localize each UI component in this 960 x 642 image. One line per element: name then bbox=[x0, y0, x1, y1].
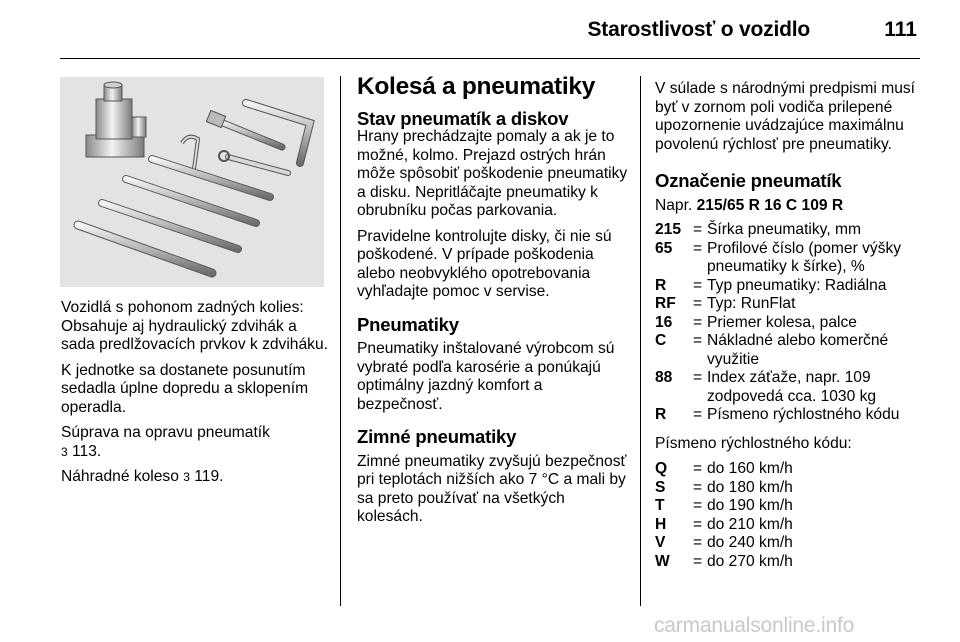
hook-tool-icon bbox=[182, 137, 198, 169]
page-number: 111 bbox=[884, 18, 917, 41]
speed-code-row bbox=[655, 534, 930, 553]
definition-equals: = bbox=[693, 295, 703, 312]
tool-kit-icon bbox=[60, 77, 324, 287]
page-reference-icon: 3 bbox=[183, 470, 190, 484]
subsection-heading: Zimné pneumatiky bbox=[357, 426, 517, 447]
page-reference-link[interactable]: 113. bbox=[72, 442, 102, 460]
definition-key: 215 bbox=[655, 221, 682, 238]
definition-value: do 180 km/h bbox=[707, 478, 793, 496]
speed-code-row bbox=[655, 497, 930, 516]
repair-kit-reference bbox=[61, 424, 329, 461]
tire-code-definitions bbox=[655, 221, 930, 425]
speed-code-list bbox=[655, 460, 930, 571]
definition-key: T bbox=[655, 497, 665, 514]
definition-value: Písmeno rýchlostného kódu bbox=[707, 406, 900, 423]
definition-key: W bbox=[655, 552, 670, 570]
definition-key: C bbox=[655, 332, 667, 349]
tire-code-example bbox=[655, 197, 930, 216]
definition-row bbox=[655, 406, 930, 425]
definition-key: V bbox=[655, 534, 666, 551]
definition-equals: = bbox=[693, 239, 703, 257]
definition-row bbox=[655, 277, 930, 296]
definition-equals: = bbox=[693, 332, 703, 349]
definition-row bbox=[655, 221, 930, 240]
definition-value: do 190 km/h bbox=[707, 497, 793, 514]
definition-equals: = bbox=[693, 552, 703, 570]
definition-equals: = bbox=[693, 276, 703, 294]
subsection-heading: Stav pneumatík a diskov bbox=[357, 107, 569, 129]
definition-value: do 270 km/h bbox=[707, 552, 793, 570]
paragraph: Pneumatiky inštalované výrobcom sú vybraté podľa karosérie a ponúkajú optimálny jazdný komfort a bezpečnosť. bbox=[357, 340, 615, 413]
spare-wheel-reference bbox=[61, 468, 329, 487]
definition-value: Šírka pneumatiky, mm bbox=[707, 221, 861, 238]
speed-code-row bbox=[655, 479, 930, 498]
definition-value: do 210 km/h bbox=[707, 515, 793, 533]
definition-key: H bbox=[655, 515, 667, 533]
definition-key: S bbox=[655, 478, 666, 496]
definition-key: RF bbox=[655, 295, 676, 312]
definition-key: 88 bbox=[655, 369, 673, 386]
definition-value: Profilové číslo (pomer výšky pneumatiky k šírke), % bbox=[707, 239, 902, 275]
speed-code-row bbox=[655, 553, 930, 572]
extension-rods-icon bbox=[78, 159, 270, 273]
spanner-icon bbox=[219, 151, 288, 173]
speed-code-heading: Písmeno rýchlostného kódu: bbox=[655, 434, 852, 452]
header-rule bbox=[60, 58, 920, 59]
definition-row bbox=[655, 332, 930, 369]
definition-value: Index záťaže, napr. 109 zodpovedá cca. 1030 kg bbox=[707, 369, 877, 405]
paragraph: Hrany prechádzajte pomaly a ak je to možné, kolmo. Prejazd ostrých hrán môže spôsobiť poškodenie pneumatiky a disku. Nepritláčajte pneumatiky k obrubníku počas parkovania. bbox=[357, 128, 628, 219]
column-right bbox=[655, 80, 930, 581]
subsection-heading: Pneumatiky bbox=[357, 313, 459, 335]
definition-key: R bbox=[655, 406, 667, 423]
reference-text: Náhradné koleso bbox=[61, 468, 179, 485]
definition-key: 16 bbox=[655, 313, 673, 331]
reference-text: Súprava na opravu pneumatík bbox=[61, 424, 270, 441]
paragraph: Pravidelne kontrolujte disky, či nie sú poškodené. V prípade poškodenia alebo neobvyklého opotrebovania vyhľadajte pomoc v servise. bbox=[357, 227, 612, 300]
definition-equals: = bbox=[693, 478, 703, 496]
subsection-heading: Označenie pneumatík bbox=[655, 170, 842, 191]
definition-value: do 160 km/h bbox=[707, 460, 793, 477]
example-prefix: Napr. bbox=[655, 196, 693, 214]
column-middle bbox=[357, 73, 629, 534]
definition-equals: = bbox=[693, 515, 703, 533]
definition-equals: = bbox=[693, 460, 703, 477]
definition-value: Typ pneumatiky: Radiálna bbox=[707, 276, 887, 294]
definition-equals: = bbox=[693, 221, 703, 238]
definition-row bbox=[655, 295, 930, 314]
definition-key: 65 bbox=[655, 239, 673, 257]
definition-equals: = bbox=[693, 369, 703, 386]
definition-equals: = bbox=[693, 497, 703, 514]
column-divider-right bbox=[640, 76, 641, 606]
definition-equals: = bbox=[693, 313, 703, 331]
paragraph: Vozidlá s pohonom zadných kolies: Obsahuje aj hydraulický zdvihák a sada predlžovacích prvkov k zdviháku. bbox=[61, 299, 328, 353]
definition-value: Nákladné alebo komerčné využitie bbox=[707, 332, 889, 368]
column-divider-left bbox=[340, 76, 341, 606]
column-left bbox=[61, 299, 329, 494]
definition-key: R bbox=[655, 276, 667, 294]
vehicle-tool-kit-illustration bbox=[60, 77, 324, 287]
definition-equals: = bbox=[693, 406, 703, 423]
page-header-title: Starostlivosť o vozidlo bbox=[587, 18, 810, 41]
definition-value: do 240 km/h bbox=[707, 534, 793, 551]
definition-row bbox=[655, 240, 930, 277]
crank-handle-icon bbox=[206, 110, 282, 147]
section-title: Kolesá a pneumatiky bbox=[357, 73, 596, 100]
definition-value: Typ: RunFlat bbox=[707, 295, 796, 312]
paragraph: V súlade s národnými predpismi musí byť v zornom poli vodiča prilepené upozornenie uvádzajúce maximálnu povolenú rýchlosť pre pneumatiky. bbox=[655, 80, 916, 153]
example-code: 215/65 R 16 C 109 R bbox=[696, 196, 844, 214]
page-reference-link[interactable]: 119. bbox=[194, 468, 224, 485]
speed-code-row bbox=[655, 516, 930, 535]
definition-equals: = bbox=[693, 534, 703, 551]
speed-code-row bbox=[655, 460, 930, 479]
definition-key: Q bbox=[655, 460, 668, 477]
paragraph: Zimné pneumatiky zvyšujú bezpečnosť pri teplotách nižších ako 7 °C a mali by sa preto používať na všetkých kolesách. bbox=[357, 452, 627, 525]
definition-row bbox=[655, 369, 930, 406]
paragraph: K jednotke sa dostanete posunutím sedadla úplne dopredu a sklopením operadla. bbox=[61, 361, 309, 416]
definition-value: Priemer kolesa, palce bbox=[707, 313, 857, 331]
definition-row bbox=[655, 314, 930, 333]
watermark: carmanualsonline.info bbox=[654, 614, 855, 637]
page-reference-icon: 3 bbox=[61, 444, 68, 459]
hydraulic-jack-icon bbox=[86, 82, 146, 157]
